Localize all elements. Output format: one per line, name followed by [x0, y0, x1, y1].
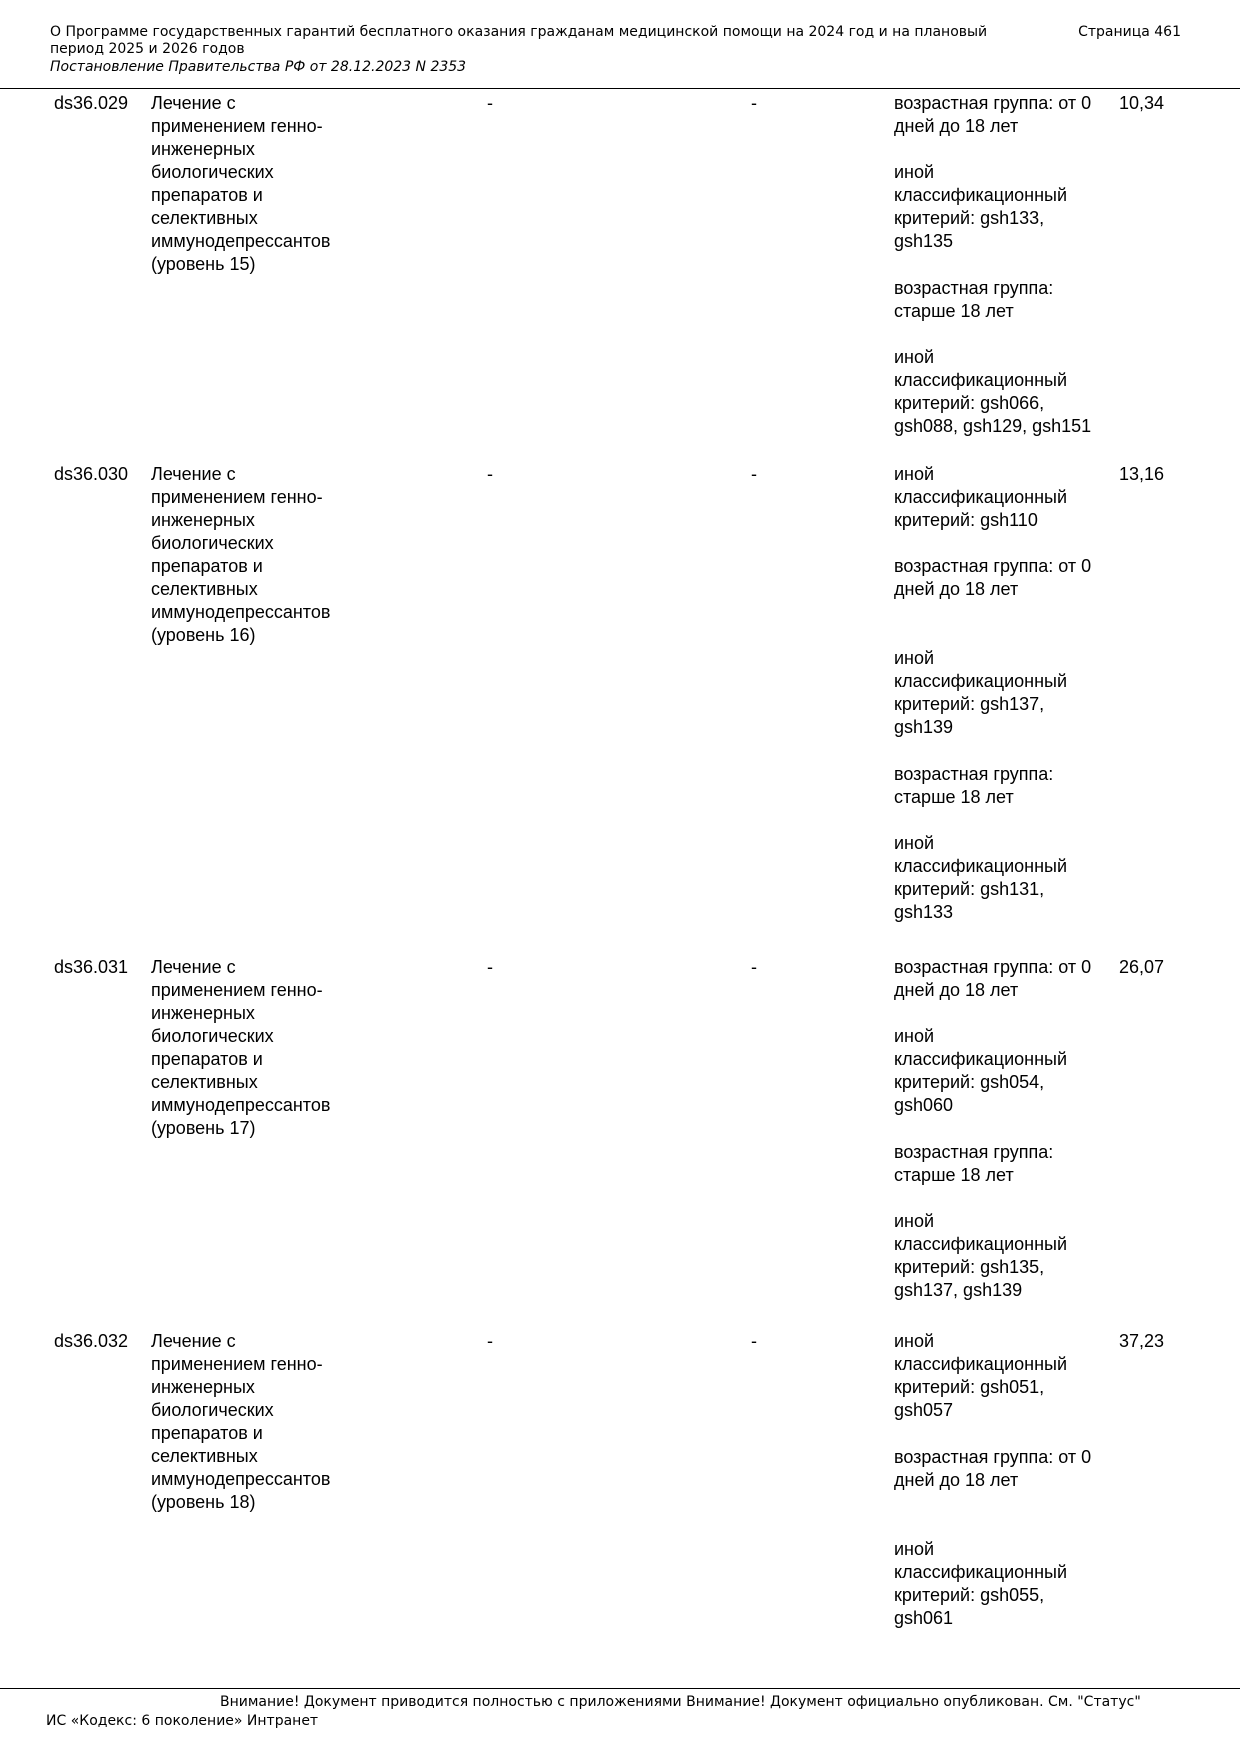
criterion: иной классификационный критерий: gsh054, gsh060 — [894, 1026, 1068, 1115]
row-coefficient: 13,16 — [1119, 464, 1165, 484]
row-coefficient: 10,34 — [1119, 93, 1165, 113]
criterion: иной классификационный критерий: gsh131, gsh133 — [894, 833, 1068, 922]
footer-notice: Внимание! Документ приводится полностью с приложениями Внимание! Документ официально опубликован. См. "Статус" — [220, 1694, 1141, 1710]
page-number: Страница 461 — [1078, 24, 1181, 40]
criterion: иной классификационный критерий: gsh051, gsh057 — [894, 1331, 1068, 1420]
row-name: Лечение с применением генно-инженерных биологических препаратов и селективных иммунодепрессантов (уровень 16) — [151, 464, 331, 645]
row-dash-2: - — [751, 93, 757, 113]
row-code: ds36.030 — [54, 464, 129, 484]
row-name: Лечение с применением генно-инженерных биологических препаратов и селективных иммунодепрессантов (уровень 17) — [151, 957, 331, 1138]
criterion: иной классификационный критерий: gsh066, gsh088, gsh129, gsh151 — [894, 347, 1092, 436]
row-name: Лечение с применением генно-инженерных биологических препаратов и селективных иммунодепрессантов (уровень 15) — [151, 93, 331, 274]
criterion: возрастная группа: от 0 дней до 18 лет — [894, 556, 1092, 599]
row-dash-2: - — [751, 957, 757, 977]
document-subtitle: Постановление Правительства РФ от 28.12.2023 N 2353 — [50, 59, 467, 75]
criterion: возрастная группа: от 0 дней до 18 лет — [894, 93, 1092, 136]
criterion: иной классификационный критерий: gsh055, gsh061 — [894, 1539, 1068, 1628]
footer-system: ИС «Кодекс: 6 поколение» Интранет — [46, 1713, 319, 1729]
criterion: иной классификационный критерий: gsh137, gsh139 — [894, 648, 1068, 737]
row-dash-1: - — [487, 464, 493, 484]
document-title: О Программе государственных гарантий бесплатного оказания гражданам медицинской помощи на 2024 год и на плановый период 2025 и 2026 годов — [50, 24, 988, 57]
row-dash-2: - — [751, 464, 757, 484]
row-dash-2: - — [751, 1331, 757, 1351]
criterion: иной классификационный критерий: gsh133, gsh135 — [894, 162, 1068, 251]
row-dash-1: - — [487, 1331, 493, 1351]
row-name: Лечение с применением генно-инженерных биологических препаратов и селективных иммунодепрессантов (уровень 18) — [151, 1331, 331, 1512]
footer-divider — [0, 1688, 1240, 1689]
row-coefficient: 37,23 — [1119, 1331, 1165, 1351]
criterion: иной классификационный критерий: gsh110 — [894, 464, 1068, 530]
criterion: возрастная группа: старше 18 лет — [894, 1142, 1054, 1185]
row-code: ds36.029 — [54, 93, 129, 113]
row-code: ds36.031 — [54, 957, 129, 977]
row-dash-1: - — [487, 957, 493, 977]
row-code: ds36.032 — [54, 1331, 129, 1351]
criterion: возрастная группа: от 0 дней до 18 лет — [894, 1447, 1092, 1490]
criterion: возрастная группа: от 0 дней до 18 лет — [894, 957, 1092, 1000]
row-coefficient: 26,07 — [1119, 957, 1165, 977]
header-divider — [0, 88, 1240, 89]
criterion: возрастная группа: старше 18 лет — [894, 278, 1054, 321]
row-dash-1: - — [487, 93, 493, 113]
criterion: иной классификационный критерий: gsh135, gsh137, gsh139 — [894, 1211, 1068, 1300]
criterion: возрастная группа: старше 18 лет — [894, 764, 1054, 807]
